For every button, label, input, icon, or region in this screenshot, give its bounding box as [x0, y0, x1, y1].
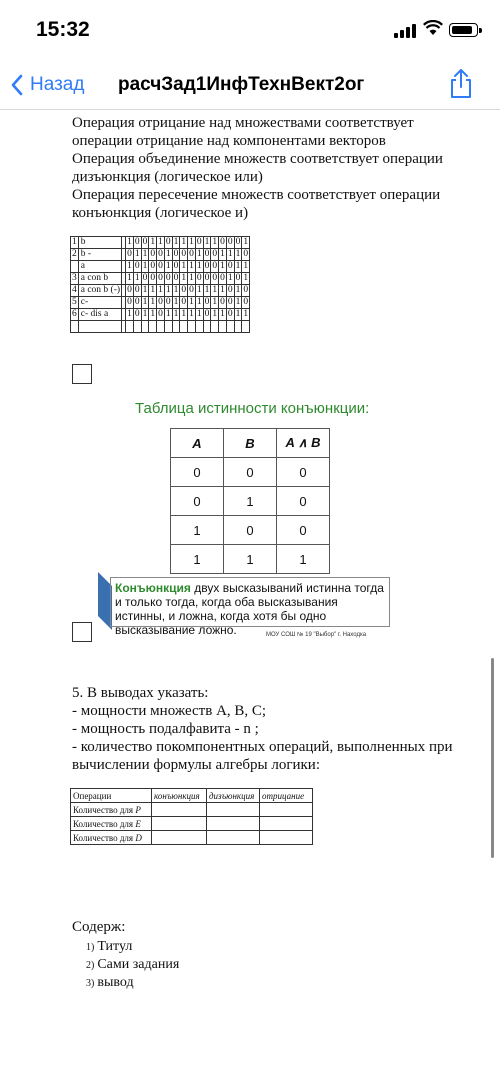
bit-cell: 0: [189, 285, 194, 295]
bit-cell: 1: [134, 273, 140, 283]
bit-cell: 1: [235, 261, 241, 271]
bit-cell: 0: [158, 309, 163, 319]
bit-cell: 0: [150, 273, 156, 283]
bit-cell: 0: [204, 249, 210, 259]
section-line: - мощность подалфавита - n ;: [72, 721, 259, 737]
bit-cell: 1: [165, 249, 171, 259]
row-label-cell: [71, 817, 152, 831]
truth-cell: 0: [277, 516, 330, 545]
bit-cell: 1: [173, 309, 179, 319]
empty-cell: [152, 817, 207, 831]
truth-table-title: Таблица истинности конъюнкции:: [135, 400, 370, 417]
bit-cell: 1: [243, 261, 249, 271]
bit-cell: 1: [204, 237, 210, 247]
bit-cell: 1: [165, 261, 171, 271]
empty-cell: [149, 321, 157, 333]
bit-cell: 1: [235, 309, 241, 319]
bit-cell: 1: [181, 237, 187, 247]
contents-item-text: вывод: [97, 975, 134, 990]
intro-line: дизъюнкция (логическое или): [72, 169, 263, 185]
document-title: расчЗад1ИнфТехнВект2ог: [118, 74, 365, 95]
definition-keyword: Конъюнкция: [115, 581, 191, 595]
operations-table: [70, 788, 313, 845]
bit-cell: 0: [204, 273, 210, 283]
bit-cell: 0: [158, 273, 163, 283]
truth-cell: 0: [277, 458, 330, 487]
contents-item-text: Сами задания: [97, 957, 180, 972]
document-view[interactable]: [0, 110, 500, 1082]
bit-cell: 1: [142, 249, 148, 259]
table-row: [71, 817, 313, 831]
intro-line: Операция объединение множеств соответствует операции: [72, 151, 443, 167]
contents-item-number: 2): [86, 960, 95, 971]
bit-cell: 1: [165, 285, 171, 295]
row-label-text: Количество для: [73, 818, 136, 829]
navigation-bar: [0, 62, 500, 110]
empty-cell: [207, 817, 260, 831]
bit-cell: 1: [196, 285, 202, 295]
empty-cell: [152, 831, 207, 845]
bit-cell: 0: [196, 237, 202, 247]
column-header: B: [224, 429, 277, 458]
truth-cell: 1: [224, 487, 277, 516]
bit-cell: 0: [181, 249, 187, 259]
empty-cell: [172, 321, 180, 333]
empty-cell: [242, 321, 250, 333]
row-label-cell: [71, 803, 152, 817]
bit-cell: 1: [212, 285, 218, 295]
section-line: - мощности множеств A, B, C;: [72, 703, 267, 719]
truth-cell: 1: [171, 545, 224, 574]
bit-cell: 0: [204, 261, 210, 271]
truth-cell: 0: [277, 487, 330, 516]
bit-cell: 0: [127, 285, 132, 295]
row-number-cell: 4: [72, 285, 77, 295]
bit-cell: 0: [181, 297, 187, 307]
definition-text: двух высказываний истинна тогда и только тогда, когда оба высказывания истинны, и ложна, когда хотя бы одно высказывание ложно.: [115, 581, 384, 637]
bit-cell: 0: [227, 261, 233, 271]
bit-cell: 0: [181, 285, 187, 295]
section-line: вычислении формулы алгебры логики:: [72, 757, 320, 773]
bit-cell: 1: [127, 237, 132, 247]
bit-cell: 0: [212, 261, 218, 271]
bit-cell: 1: [181, 309, 187, 319]
table-row: [171, 458, 330, 487]
truth-cell: 1: [171, 516, 224, 545]
bit-cell: 0: [165, 237, 171, 247]
contents-item: [86, 974, 134, 992]
column-header: A: [171, 429, 224, 458]
bit-cell: 1: [189, 261, 194, 271]
table-header-row: [171, 429, 330, 458]
bit-cell: 1: [212, 237, 218, 247]
bit-cell: 0: [142, 273, 148, 283]
bit-cell: 0: [243, 297, 249, 307]
row-number-cell: 6: [72, 309, 77, 319]
empty-cell: [260, 803, 313, 817]
bit-cell: 0: [204, 309, 210, 319]
empty-cell: [219, 321, 227, 333]
row-label-var: P: [135, 804, 141, 815]
empty-cell: [207, 831, 260, 845]
row-label-var: D: [135, 832, 142, 843]
bit-cell: 1: [220, 249, 225, 259]
bit-cell: 0: [158, 249, 163, 259]
empty-cell: [126, 321, 134, 333]
bit-cell: 1: [142, 285, 148, 295]
empty-cell: [71, 321, 79, 333]
table-row: [71, 803, 313, 817]
bit-cell: 0: [243, 249, 249, 259]
bit-cell: 0: [235, 273, 241, 283]
bit-cell: 1: [204, 285, 210, 295]
truth-table: [170, 428, 330, 574]
bit-cell: 1: [150, 237, 156, 247]
row-label-text: Количество для: [73, 832, 136, 843]
cellular-signal-icon: [394, 24, 416, 38]
bit-cell: 1: [181, 261, 187, 271]
table-row: [71, 249, 250, 261]
truth-cell: 1: [224, 545, 277, 574]
bit-cell: 0: [212, 273, 218, 283]
checkbox-square: [72, 364, 92, 384]
bit-cell: 0: [235, 237, 241, 247]
bit-cell: 1: [235, 285, 241, 295]
bit-cell: 1: [127, 273, 132, 283]
row-label-cell: b: [78, 237, 121, 249]
bit-cell: 0: [165, 273, 171, 283]
bit-cell: 1: [196, 249, 202, 259]
bit-cell: 1: [196, 261, 202, 271]
bit-cell: 0: [134, 285, 140, 295]
share-icon[interactable]: [448, 67, 474, 99]
bit-cell: 1: [189, 237, 194, 247]
row-label-cell: a con b (-): [78, 285, 121, 297]
bit-cell: 1: [158, 237, 163, 247]
bit-cell: 1: [212, 309, 218, 319]
table-row: [71, 831, 313, 845]
bit-cell: 0: [134, 261, 140, 271]
bit-cell: 1: [243, 237, 249, 247]
school-caption: МОУ СОШ № 19 "Выбор" г. Находка: [266, 632, 367, 638]
bit-cell: 0: [227, 285, 233, 295]
bit-cell: 1: [189, 309, 194, 319]
bit-cell: 0: [127, 297, 132, 307]
back-button[interactable]: [10, 70, 84, 100]
bit-cell: 1: [196, 297, 202, 307]
bit-cell: 1: [173, 297, 179, 307]
column-header: отрицание: [260, 789, 313, 803]
bit-cell: 0: [220, 297, 225, 307]
bit-cell: 0: [227, 309, 233, 319]
bit-cell: 1: [220, 261, 225, 271]
bit-cell: 0: [127, 249, 132, 259]
scrollbar[interactable]: [491, 658, 494, 858]
bit-cell: 0: [243, 285, 249, 295]
bit-cell: 0: [134, 237, 140, 247]
table-row: [71, 261, 250, 273]
bit-cell: 1: [196, 309, 202, 319]
column-header: конъюнкция: [152, 789, 207, 803]
column-header: Операции: [71, 789, 152, 803]
table-row: [71, 321, 250, 333]
row-label-cell: b -: [78, 249, 121, 261]
empty-cell: [133, 321, 141, 333]
row-label-text: Количество для: [73, 804, 136, 815]
status-time: 15:32: [36, 18, 90, 41]
empty-cell: [180, 321, 188, 333]
empty-cell: [203, 321, 211, 333]
empty-cell: [157, 321, 165, 333]
bit-cell: 1: [235, 249, 241, 259]
bit-cell: 1: [220, 285, 225, 295]
table-row: [71, 237, 250, 249]
intro-line: Операция пересечение множеств соответствует операции: [72, 187, 441, 203]
bit-cell: 1: [150, 285, 156, 295]
contents-item: [86, 956, 179, 974]
intro-line: Операция отрицание над множествами соответствует: [72, 115, 414, 131]
truth-cell: 0: [171, 487, 224, 516]
bit-cell: 1: [142, 297, 148, 307]
battery-icon: [449, 23, 478, 37]
table-row: [71, 297, 250, 309]
empty-cell: [207, 803, 260, 817]
bit-vector-table: [70, 236, 250, 333]
bit-cell: 1: [150, 297, 156, 307]
row-label-cell: c- dis a: [78, 309, 121, 321]
empty-cell: [195, 321, 203, 333]
section-line: 5. В выводах указать:: [72, 685, 209, 701]
row-label-cell: a: [78, 261, 121, 273]
empty-cell: [260, 831, 313, 845]
table-row: [71, 309, 250, 321]
bit-cell: 0: [142, 237, 148, 247]
bit-cell: 0: [212, 249, 218, 259]
contents-item: [86, 938, 132, 956]
row-number-cell: 3: [72, 273, 77, 283]
bit-cell: 0: [173, 261, 179, 271]
bit-cell: 0: [196, 273, 202, 283]
bit-cell: 0: [220, 273, 225, 283]
table-row: [71, 273, 250, 285]
bit-cell: 0: [165, 297, 171, 307]
bit-cell: 1: [134, 249, 140, 259]
back-label: Назад: [30, 74, 85, 95]
bit-cell: 1: [127, 309, 132, 319]
bit-cell: 1: [127, 261, 132, 271]
bit-cell: 0: [134, 297, 140, 307]
empty-cell: [152, 803, 207, 817]
empty-cell: [260, 817, 313, 831]
bit-cell: 1: [227, 249, 233, 259]
bit-cell: 1: [142, 261, 148, 271]
row-label-cell: c-: [78, 297, 121, 309]
row-number-cell: 5: [72, 297, 77, 307]
table-header-row: [71, 789, 313, 803]
bit-cell: 0: [227, 297, 233, 307]
bit-cell: 0: [134, 309, 140, 319]
row-number-cell: 2: [72, 249, 77, 259]
contents-item-number: 3): [86, 978, 95, 989]
bit-cell: 1: [227, 273, 233, 283]
bit-cell: 0: [189, 249, 194, 259]
bit-cell: 0: [227, 237, 233, 247]
column-header: A ∧ B: [277, 429, 330, 458]
bit-cell: 1: [142, 309, 148, 319]
empty-cell: [164, 321, 172, 333]
bit-cell: 1: [189, 297, 194, 307]
status-bar: [0, 0, 500, 62]
empty-cell: [188, 321, 196, 333]
bit-cell: 1: [181, 273, 187, 283]
row-label-cell: a con b: [78, 273, 121, 285]
intro-line: операции отрицание над компонентами векторов: [72, 133, 386, 149]
chevron-left-icon: [10, 74, 24, 96]
truth-cell: 1: [277, 545, 330, 574]
bit-cell: 1: [220, 309, 225, 319]
row-number-cell: 1: [72, 237, 77, 247]
bit-cell: 0: [158, 261, 163, 271]
contents-item-number: 1): [86, 942, 95, 953]
table-row: [71, 285, 250, 297]
bit-cell: 0: [173, 249, 179, 259]
bit-cell: 0: [220, 237, 225, 247]
bit-cell: 1: [165, 309, 171, 319]
empty-cell: [226, 321, 234, 333]
contents-title: Содерж:: [72, 919, 126, 935]
bit-cell: 1: [189, 273, 194, 283]
bit-cell: 0: [173, 273, 179, 283]
bit-cell: 1: [173, 237, 179, 247]
wifi-icon: [423, 20, 443, 36]
row-number-cell: [71, 261, 79, 273]
bit-cell: 1: [173, 285, 179, 295]
bit-cell: 0: [158, 297, 163, 307]
bit-cell: 1: [158, 285, 163, 295]
bit-cell: 0: [204, 297, 210, 307]
empty-cell: [234, 321, 242, 333]
truth-cell: 0: [224, 516, 277, 545]
intro-line: конъюнкция (логическое и): [72, 205, 249, 221]
empty-cell: [211, 321, 219, 333]
row-label-cell: [71, 831, 152, 845]
bit-cell: 0: [150, 261, 156, 271]
table-row: [171, 545, 330, 574]
section-line: - количество покомпонентных операций, выполненных при: [72, 739, 453, 755]
empty-cell: [141, 321, 149, 333]
table-row: [171, 516, 330, 545]
table-row: [171, 487, 330, 516]
bit-cell: 1: [212, 297, 218, 307]
row-label-var: E: [135, 818, 141, 829]
bit-cell: 1: [150, 309, 156, 319]
bit-cell: 1: [243, 273, 249, 283]
bit-cell: 1: [235, 297, 241, 307]
contents-item-text: Титул: [97, 939, 133, 954]
truth-cell: 0: [224, 458, 277, 487]
column-header: дизъюнкция: [207, 789, 260, 803]
empty-cell: [78, 321, 121, 333]
bit-cell: 0: [150, 249, 156, 259]
bit-cell: 1: [243, 309, 249, 319]
truth-cell: 0: [171, 458, 224, 487]
checkbox-square: [72, 622, 92, 642]
